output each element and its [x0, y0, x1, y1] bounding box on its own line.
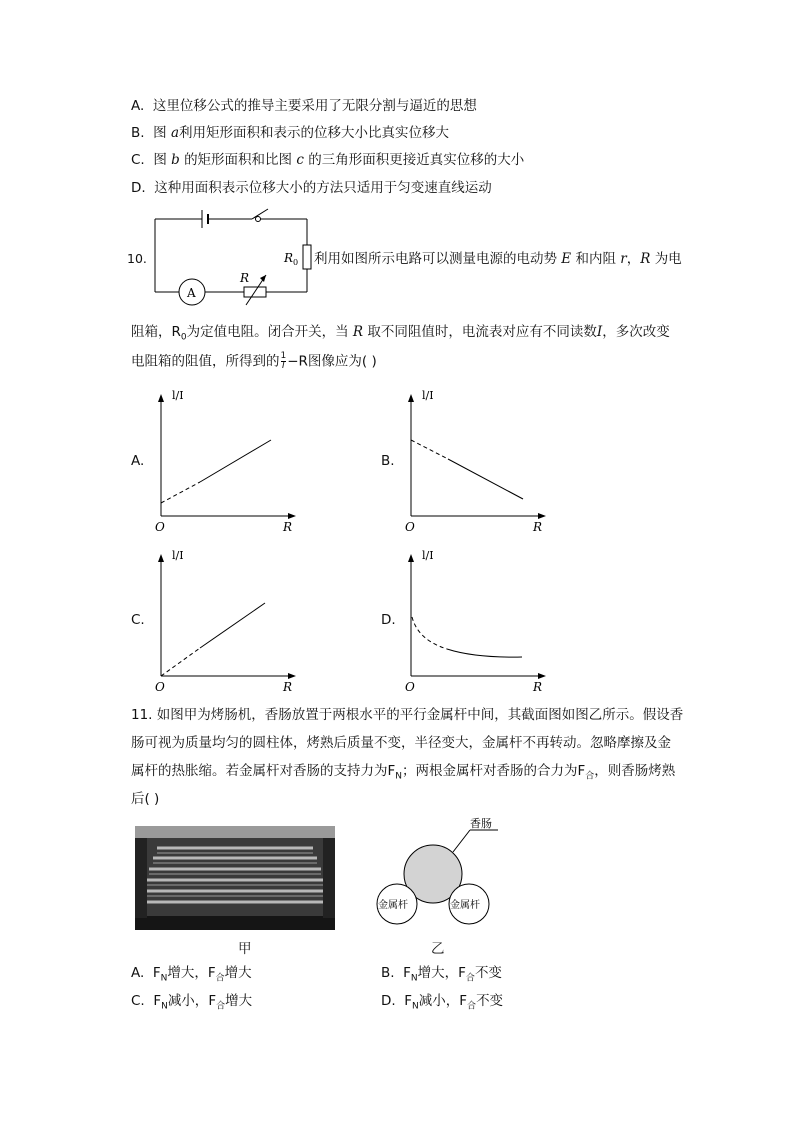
svg-text:l/I: l/I [172, 549, 184, 562]
svg-text:香肠: 香肠 [470, 817, 492, 830]
ammeter-label: A [187, 286, 196, 300]
graph-c-letter: C. [131, 612, 145, 628]
q11-option-c: C. $F_N$减小，$F_合$增大 [131, 993, 253, 1012]
q10-line1: 利用如图所示电路可以测量电源的电动势 E 和内阻 r，R 为电 [314, 251, 682, 267]
r0-resistor [303, 245, 311, 269]
graph-d-dashed [412, 617, 447, 649]
graph-b-letter: B. [381, 453, 395, 469]
graph-d-curve [447, 649, 522, 657]
fig-jia-caption: 甲 [238, 941, 252, 957]
circuit-diagram [150, 205, 315, 310]
graph-a [150, 385, 300, 535]
svg-text:O: O [405, 680, 415, 694]
rheostat-label: R [240, 271, 250, 285]
q11-line1: 11. 如图甲为烤肠机，香肠放置于两根水平的平行金属杆中间，其截面图如图乙所示。假设香 [131, 707, 684, 723]
graph-a-line [200, 440, 271, 482]
svg-text:l/I: l/I [422, 389, 434, 402]
svg-text:O: O [155, 520, 165, 534]
q11-line4: 后( ) [131, 791, 160, 807]
q11-line2: 肠可视为质量均匀的圆柱体，烤熟后质量不变，半径变大，金属杆不再转动。忽略摩擦及金 [131, 735, 671, 751]
q10-line3: 电阻箱的阻值，所得到的 $\frac{1}{I}$ −R图像应为( ) [131, 351, 377, 371]
graph-c-line [200, 603, 265, 648]
q9-option-a: A. 这里位移公式的推导主要采用了无限分割与逼近的思想 [131, 98, 477, 114]
svg-text:l/I: l/I [422, 549, 434, 562]
q11-option-a: A. $F_N$增大，$F_合$增大 [131, 965, 252, 984]
q11-option-d: D. $F_N$减小，$F_合$不变 [381, 993, 504, 1012]
svg-text:金属杆: 金属杆 [378, 900, 408, 911]
svg-text:l/I: l/I [172, 389, 184, 402]
graph-d-letter: D. [381, 612, 396, 628]
switch-contact [256, 217, 261, 222]
svg-text:金属杆: 金属杆 [450, 900, 480, 911]
q11-option-b: B. $F_N$增大，$F_合$不变 [381, 965, 502, 984]
q11-line3: 属杆的热胀缩。若金属杆对香肠的支持力为$F_N$；两根金属杆对香肠的合力为$F_合$，则香肠烤熟 [131, 763, 676, 782]
cross-section-diagram [370, 812, 505, 927]
q9-option-d: D. 这种用面积表示位移大小的方法只适用于匀变速直线运动 [131, 180, 492, 196]
graph-a-letter: A. [131, 453, 145, 469]
q9-option-c: C. 图 b 的矩形面积和比图 c 的三角形面积更接近真实位移的大小 [131, 152, 525, 168]
graph-c-dashed [161, 648, 200, 676]
svg-text:O: O [405, 520, 415, 534]
fig-yi-caption: 乙 [431, 941, 445, 957]
q10-line2: 阻箱，$R_0$为定值电阻。闭合开关，当 R 取不同阻值时，电流表对应有不同读数I，多次改变 [131, 324, 670, 343]
sausage-grill-photo [135, 826, 335, 930]
graph-d [400, 545, 550, 695]
q10-number: 10. [127, 251, 147, 266]
svg-text:R: R [533, 680, 543, 694]
graph-b-line [448, 459, 523, 499]
graph-a-dashed [161, 482, 200, 503]
graph-b-dashed [411, 440, 448, 459]
sausage-leader-line [453, 830, 470, 852]
r0-sub: 0 [293, 258, 299, 267]
svg-text:R: R [283, 520, 293, 534]
fraction-1-over-i: $\frac{1}{I}$ [280, 351, 287, 371]
graph-b [400, 385, 550, 535]
graph-c [150, 545, 300, 695]
r0-label: R [284, 251, 294, 265]
svg-text:R: R [283, 680, 293, 694]
q9-option-b: B. 图 a利用矩形面积和表示的位移大小比真实位移大 [131, 125, 450, 141]
svg-text:R: R [533, 520, 543, 534]
svg-text:O: O [155, 680, 165, 694]
